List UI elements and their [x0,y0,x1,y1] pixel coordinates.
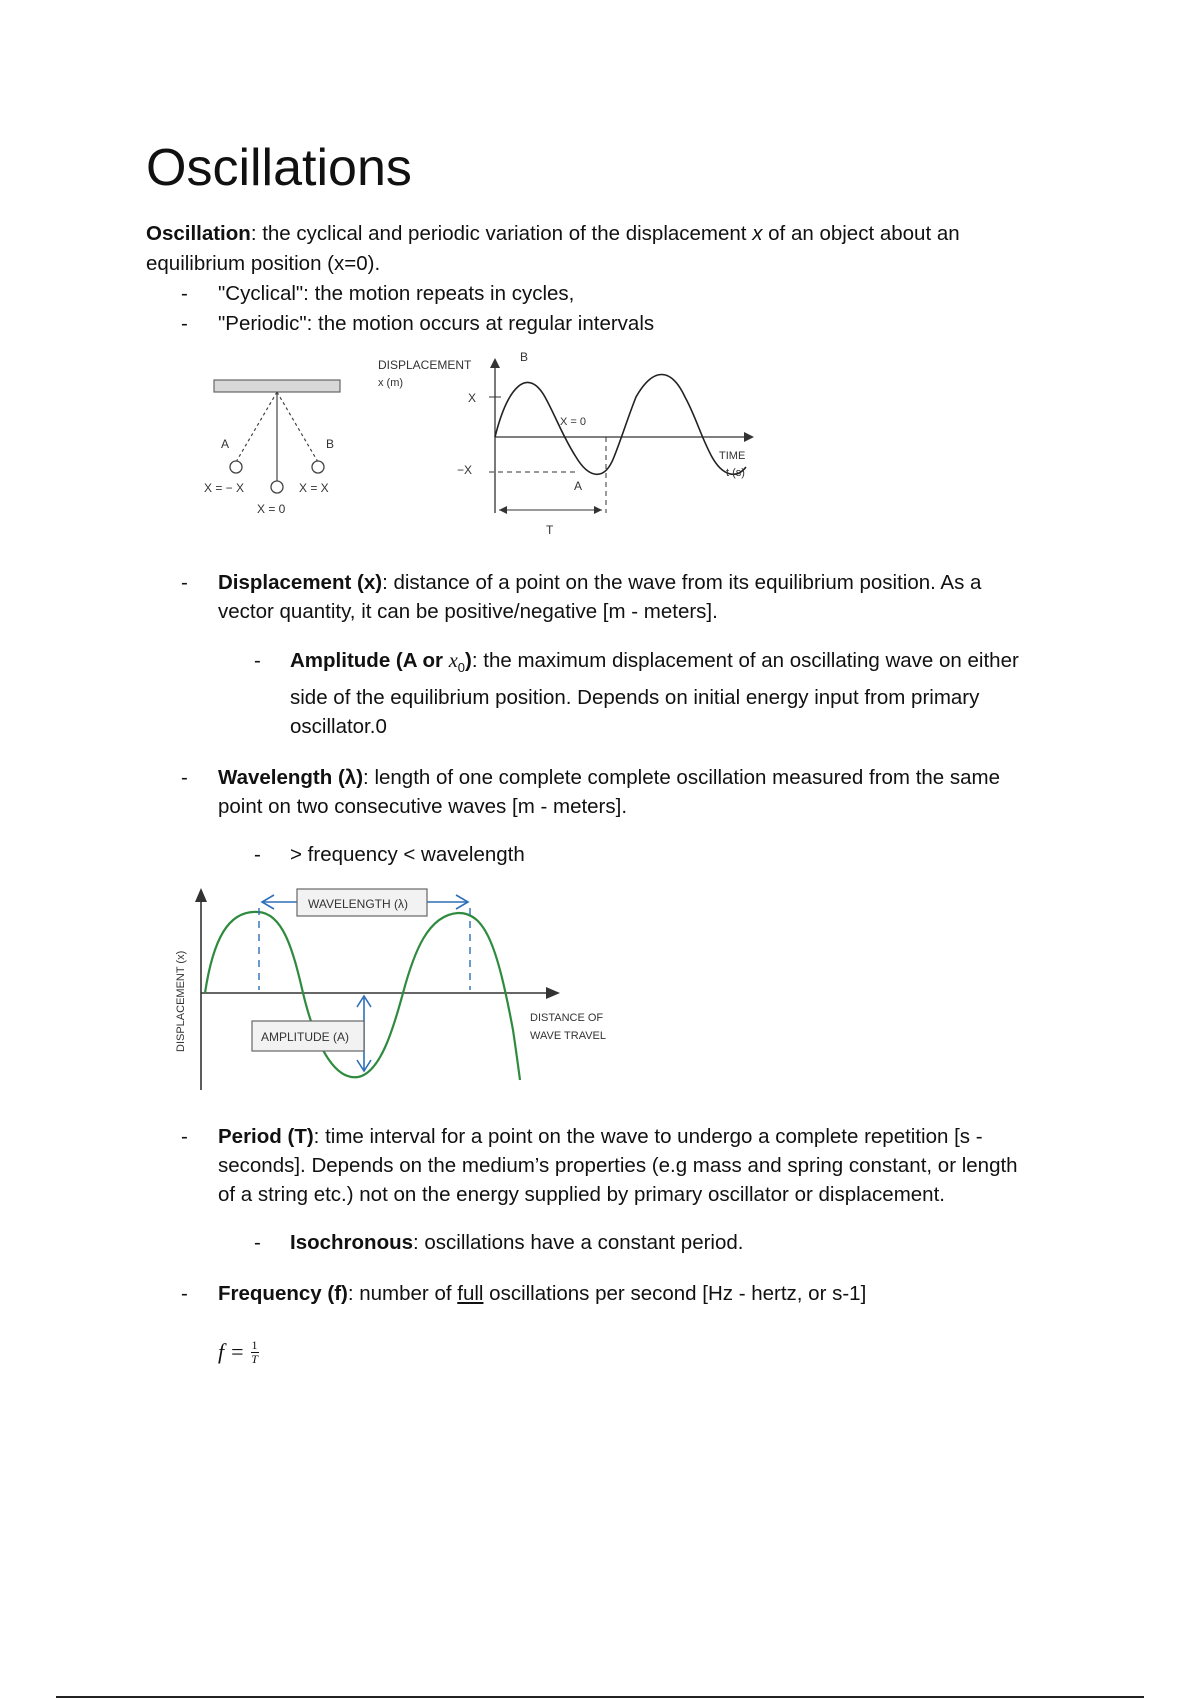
frequency-term: Frequency (f) [218,1282,348,1305]
bullet-dash: - [254,1231,261,1254]
graph-x-unit: t (s) [726,467,745,479]
displacement-line1: Displacement (x): distance of a point on the wave from its equilibrium position. As a [218,571,982,594]
wave-curve [205,912,520,1080]
graph-x0-label: X [468,391,477,405]
oscillation-definition: Oscillation: the cyclical and periodic variation of the displacement x of an object about an [146,222,960,245]
bullet-dash: - [181,282,188,305]
oscillation-definition-line2: equilibrium position (x=0). [146,252,381,275]
amplitude-term: Amplitude (A or [290,649,449,672]
pendulum-string-right [277,392,318,462]
bullet-dash: - [181,766,188,789]
amplitude-label: AMPLITUDE (A) [261,1030,350,1044]
graph-label-a: A [574,479,583,493]
bullet-dash: - [181,571,188,594]
amplitude-symbol: x [448,650,458,672]
bullet-cyclical: "Cyclical": the motion repeats in cycles, [218,282,575,305]
wave-y-arrow [195,888,207,902]
bullet-dash: - [254,843,261,866]
period-arrow-right [594,506,602,514]
graph-y-unit: x (m) [378,377,404,389]
period-term: Period (T) [218,1125,314,1148]
bullet-periodic: "Periodic": the motion occurs at regular intervals [218,312,655,335]
bullet-dash: - [181,1125,188,1148]
pendulum-label-right: X = X [299,481,329,495]
amplitude-line3: oscillator.0 [290,715,387,738]
wave-x-axis-label-1: DISTANCE OF [530,1012,604,1024]
page-footer-rule [56,1696,1144,1698]
pendulum-label-b: B [326,437,335,451]
pendulum-support [214,380,340,392]
pendulum-string-left [236,392,277,462]
frequency-line: Frequency (f): number of full oscillations per second [Hz - hertz, or s-1] [218,1282,867,1305]
graph-label-t: T [546,523,554,537]
pendulum-bob-left [230,461,242,473]
bullet-dash: - [181,1282,188,1305]
wavelength-line2: point on two consecutive waves [m - meters]. [218,795,628,818]
amplitude-line1: Amplitude (A or $x_0$): the maximum displacement of an oscillating wave on either [290,649,1019,676]
period-line3: of a string etc.) not on the energy supplied by primary oscillator or displacement. [218,1183,945,1206]
formula-fraction [251,1339,259,1366]
isochronous-line: Isochronous: oscillations have a constant period. [290,1231,744,1254]
bullet-dash: - [181,312,188,335]
formula-eq: = [231,1339,244,1364]
wavelength-sub: > frequency < wavelength [290,843,525,866]
page-title: Oscillations [146,139,412,197]
graph-negx0-label: −X [457,463,473,477]
pendulum-bob-right [312,461,324,473]
isochronous-term: Isochronous [290,1231,414,1254]
pendulum-label-center: X = 0 [257,502,286,516]
wavelength-line1: Wavelength (λ): length of one complete complete oscillation measured from the same [218,766,1001,789]
pendulum-displacement-figure [156,345,796,555]
displacement-time-curve [495,375,746,475]
formula-f: f [218,1339,225,1364]
wavelength-label: WAVELENGTH (λ) [308,897,409,911]
graph-label-zero: X = 0 [560,416,586,428]
bullet-dash: - [254,649,261,672]
displacement-term: Displacement (x) [218,571,383,594]
pendulum-label-left: X = − X [204,481,245,495]
frequency-formula [218,1330,259,1374]
formula-numerator: 1 [251,1337,258,1352]
wave-x-axis-label-2: WAVE TRAVEL [530,1030,607,1042]
oscillation-term: Oscillation [146,222,251,245]
wave-y-axis-label: DISPLACEMENT (x) [175,950,187,1052]
displacement-line2: vector quantity, it can be positive/negative [m - meters]. [218,600,718,623]
period-line2: seconds]. Depends on the medium’s properties (e.g mass and spring constant, or length [218,1154,1018,1177]
wave-x-arrow [546,987,560,999]
wavelength-term: Wavelength (λ) [218,766,364,789]
period-line1: Period (T): time interval for a point on the wave to undergo a complete repetition [s - [218,1125,983,1148]
period-arrow-left [499,506,507,514]
graph-y-arrow [490,358,500,368]
graph-x-title: TIME [719,450,746,462]
graph-x-arrow [744,432,754,442]
formula-denominator: T [251,1351,258,1366]
graph-label-b: B [520,350,529,364]
amplitude-line2: side of the equilibrium position. Depends on initial energy input from primary [290,686,980,709]
pendulum-bob-center [271,481,283,493]
pendulum-label-a: A [221,437,230,451]
wavelength-amplitude-figure [168,880,648,1100]
frequency-full: full [457,1282,484,1305]
graph-y-title: DISPLACEMENT [378,358,472,372]
